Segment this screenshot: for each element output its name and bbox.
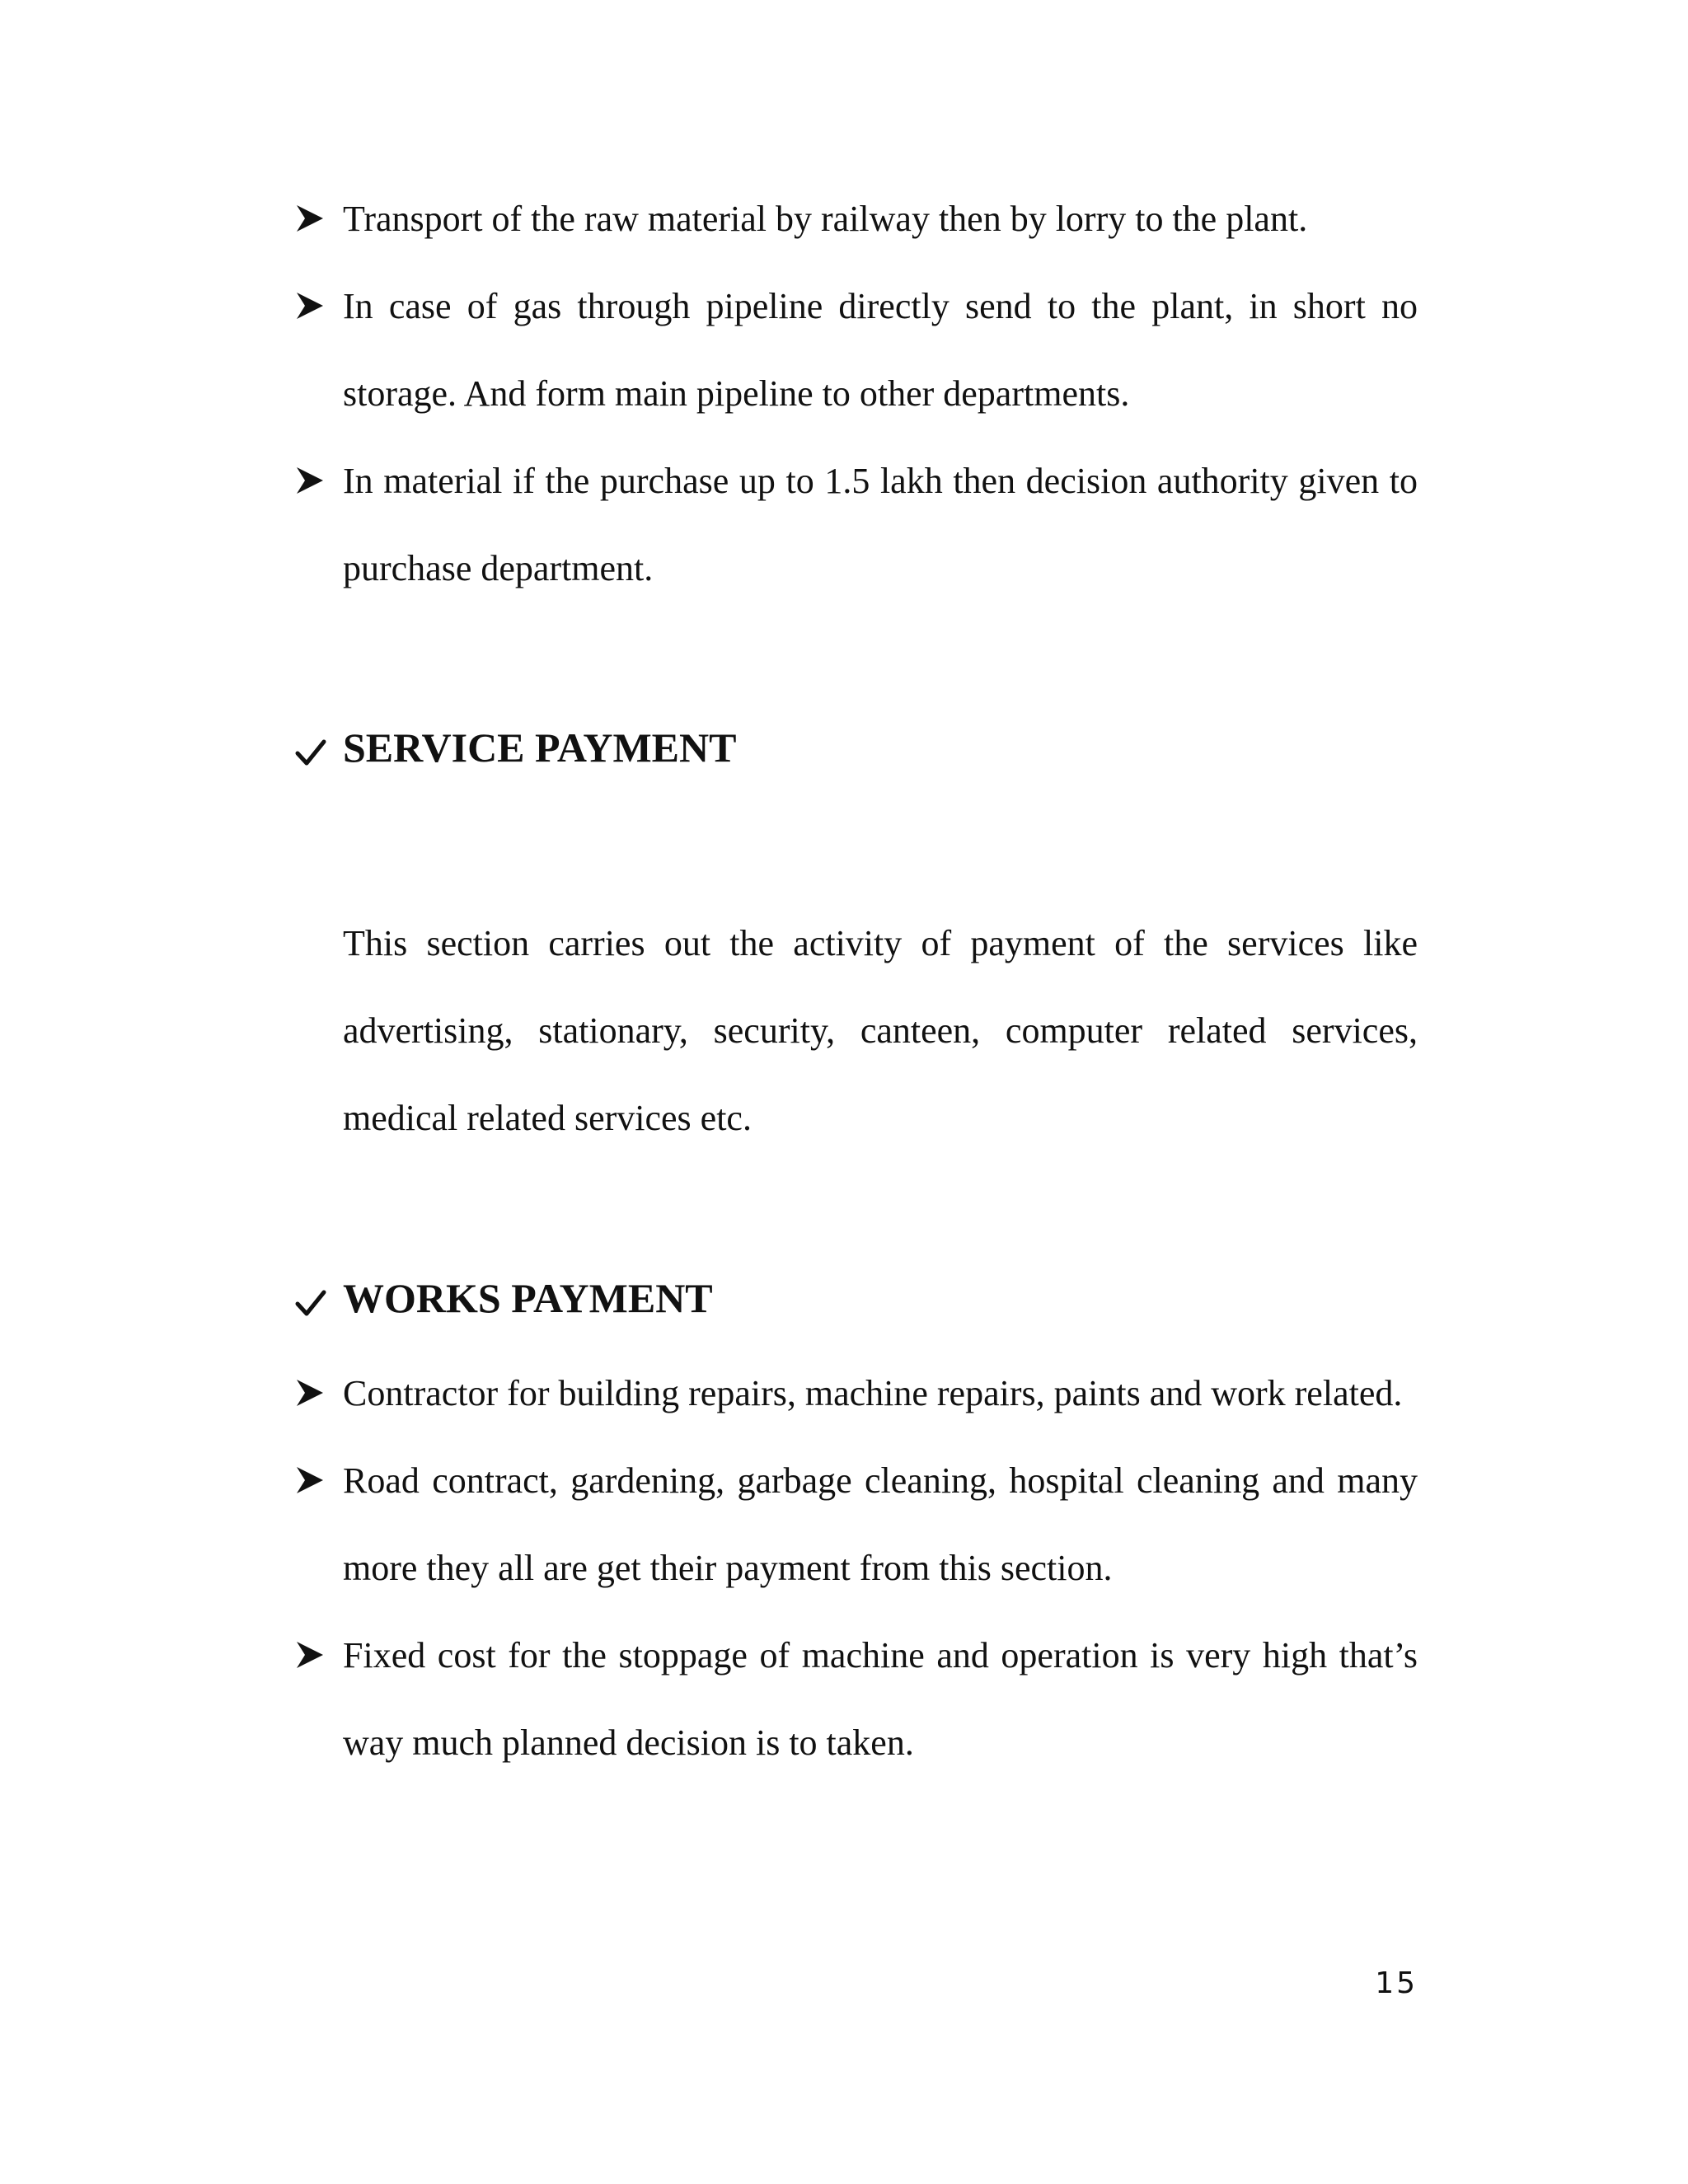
works-payment-heading: [295, 1273, 1418, 1323]
list-item: [295, 263, 1418, 438]
list-item-text: Transport of the raw material by railway then by lorry to the plant.: [343, 199, 1308, 239]
page-number: 15: [1375, 1966, 1418, 2000]
checkmark-icon: [295, 1289, 326, 1317]
arrow-bullet-icon: [295, 291, 325, 321]
checkmark-icon: [295, 738, 326, 766]
works-bullet-list: [295, 1350, 1418, 1787]
list-item: [295, 1612, 1418, 1787]
arrow-bullet-icon: [295, 204, 325, 233]
arrow-bullet-icon: [295, 1378, 325, 1408]
list-item-text: In case of gas through pipeline directly send to the plant, in short no storage. And form main pipeline to other departments.: [343, 286, 1418, 414]
heading-text: SERVICE PAYMENT: [343, 724, 737, 771]
list-item-text: Fixed cost for the stoppage of machine and operation is very high that’s way much planned decision is to taken.: [343, 1635, 1418, 1763]
arrow-bullet-icon: [295, 1640, 325, 1670]
list-item: [295, 1350, 1418, 1437]
list-item: [295, 438, 1418, 612]
top-bullet-list: [295, 176, 1418, 612]
arrow-bullet-icon: [295, 466, 325, 495]
list-item-text: Road contract, gardening, garbage cleaning, hospital cleaning and many more they all are get their payment from this section.: [343, 1460, 1418, 1588]
service-payment-heading: [295, 723, 1418, 772]
heading-text: WORKS PAYMENT: [343, 1275, 713, 1321]
list-item-text: Contractor for building repairs, machine repairs, paints and work related.: [343, 1373, 1403, 1413]
list-item: [295, 1437, 1418, 1612]
list-item: [295, 176, 1418, 263]
list-item-text: In material if the purchase up to 1.5 lakh then decision authority given to purchase department.: [343, 461, 1418, 588]
arrow-bullet-icon: [295, 1465, 325, 1495]
service-payment-paragraph: This section carries out the activity of payment of the services like advertising, stationary, security, canteen, computer related services, medical related services etc.: [343, 923, 1418, 1138]
